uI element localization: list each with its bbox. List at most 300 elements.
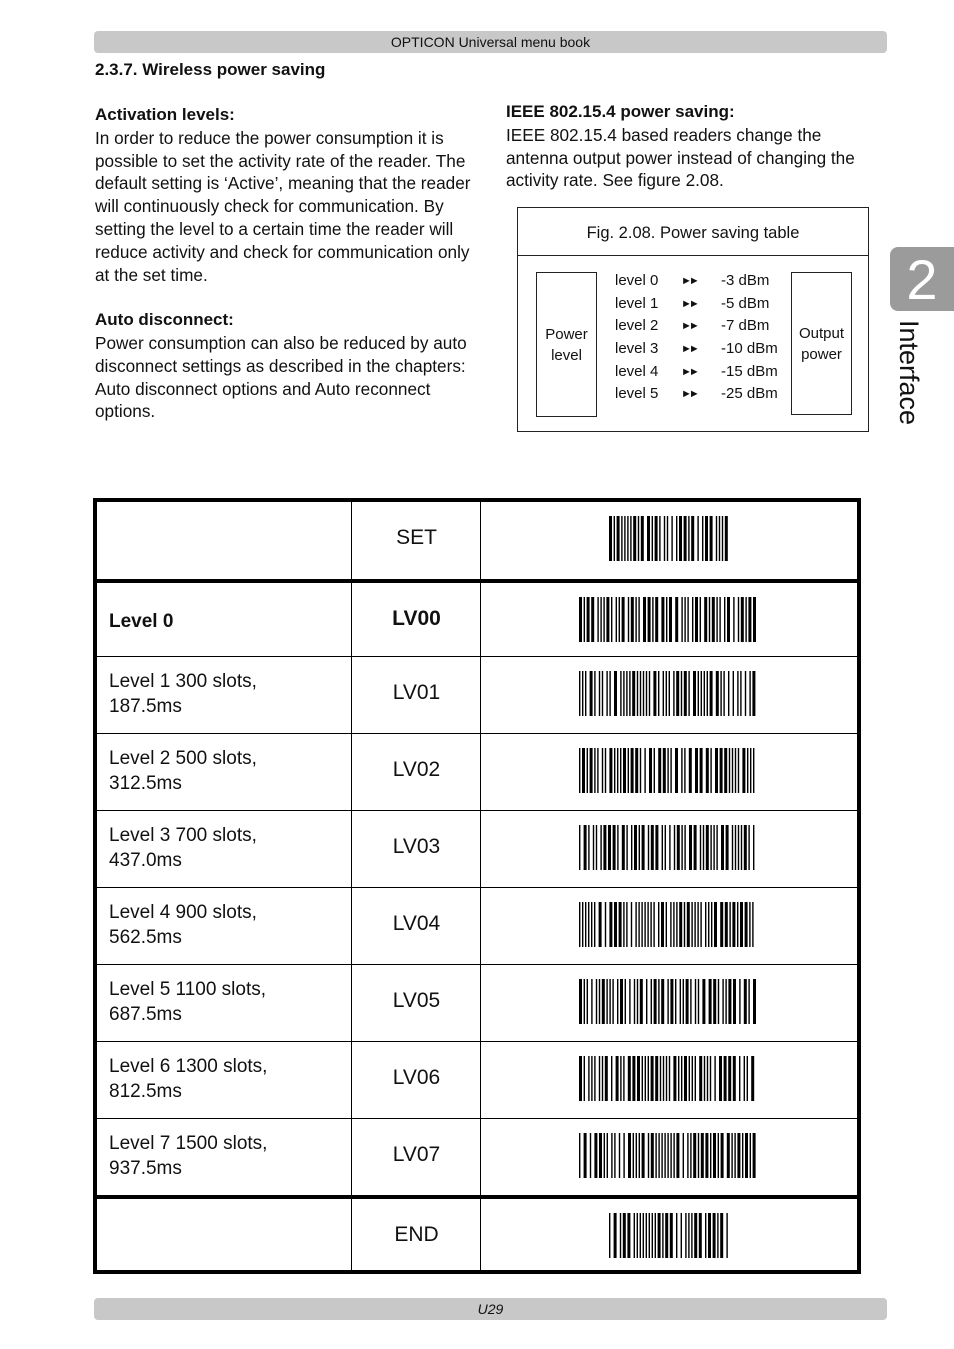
- barcode-bar: [667, 516, 668, 561]
- barcode-bar: [644, 902, 645, 947]
- figure-row: [615, 338, 795, 360]
- barcode-bar: [752, 671, 755, 716]
- barcode-bar: [666, 1056, 667, 1101]
- barcode-bar: [660, 1056, 661, 1101]
- barcode-bar: [623, 902, 624, 947]
- barcode[interactable]: [579, 825, 757, 870]
- barcode-bar: [634, 825, 637, 870]
- row-description: Level 6 1300 slots, 812.5ms: [109, 1056, 268, 1102]
- barcode-bar: [681, 825, 682, 870]
- barcode-bar: [685, 1213, 686, 1258]
- barcode-bar: [710, 1056, 711, 1101]
- barcode-bar: [671, 516, 672, 561]
- barcode-bar: [637, 1213, 638, 1258]
- barcode-bar: [651, 1056, 654, 1101]
- barcode-bar: [659, 516, 660, 561]
- barcode-bar: [626, 825, 627, 870]
- barcode-bar: [651, 979, 652, 1024]
- barcode-bar: [638, 902, 639, 947]
- row-code: LV07: [392, 1143, 441, 1166]
- barcode-bar: [670, 902, 671, 947]
- barcode-bar: [642, 825, 645, 870]
- barcode-bar: [744, 825, 747, 870]
- barcode-bar: [664, 1133, 665, 1178]
- barcode-bar: [667, 979, 668, 1024]
- barcode-bar: [704, 671, 705, 716]
- power-level-label: Power level: [545, 325, 588, 364]
- barcode-bar: [727, 597, 730, 642]
- table-row: [97, 579, 857, 656]
- barcode-bar: [679, 902, 682, 947]
- figure-row: [615, 293, 795, 315]
- figure-dbm: -10 dBm: [721, 340, 778, 357]
- barcode-bar: [599, 1056, 600, 1101]
- barcode-bar: [661, 902, 664, 947]
- barcode[interactable]: [579, 1056, 757, 1101]
- barcode-bar: [621, 516, 622, 561]
- barcode-bar: [597, 748, 598, 793]
- barcode-bar: [604, 1133, 605, 1178]
- barcode-bar: [590, 671, 593, 716]
- barcode-bar: [617, 516, 620, 561]
- barcode-bar: [642, 1133, 645, 1178]
- barcode-bar: [666, 597, 667, 642]
- figure-dbm: -7 dBm: [721, 317, 770, 334]
- barcode-bar: [709, 597, 710, 642]
- barcode-bar: [669, 597, 672, 642]
- barcode-bar: [688, 1213, 689, 1258]
- barcode-bar: [715, 748, 718, 793]
- barcode-bar: [749, 902, 750, 947]
- figure-level: level 1: [615, 295, 659, 312]
- barcode-bar: [695, 748, 698, 793]
- barcode-bar: [609, 748, 612, 793]
- barcode-bar: [640, 979, 643, 1024]
- barcode-bar: [719, 1056, 722, 1101]
- barcode-bar: [616, 1056, 619, 1101]
- barcode-bar: [599, 671, 600, 716]
- barcode-bar: [609, 979, 610, 1024]
- barcode-bar: [665, 825, 666, 870]
- barcode-bar: [721, 1133, 724, 1178]
- barcode-bar: [648, 597, 651, 642]
- barcode-bar: [614, 1133, 615, 1178]
- barcode-bar: [599, 979, 600, 1024]
- barcode-bar: [731, 1133, 732, 1178]
- barcode-bar: [675, 979, 676, 1024]
- barcode[interactable]: [579, 902, 757, 947]
- barcode-bar: [697, 516, 698, 561]
- barcode-bar: [748, 825, 749, 870]
- barcode-bar: [745, 1133, 748, 1178]
- barcode-bar: [667, 1133, 668, 1178]
- barcode-bar: [649, 671, 650, 716]
- row-description: Level 1 300 slots, 187.5ms: [109, 671, 257, 717]
- barcode-bar: [587, 979, 588, 1024]
- barcode-bar: [579, 671, 580, 716]
- barcode-bar: [728, 671, 729, 716]
- barcode-bar: [613, 825, 616, 870]
- barcode-bar: [694, 1213, 697, 1258]
- barcode-bar: [732, 825, 733, 870]
- barcode-bar: [605, 1056, 608, 1101]
- barcode[interactable]: [579, 1133, 757, 1178]
- barcode-bar: [678, 1056, 679, 1101]
- barcode-bar: [634, 979, 635, 1024]
- barcode-bar: [713, 825, 714, 870]
- barcode-bar: [707, 1056, 708, 1101]
- barcode-bar: [670, 748, 671, 793]
- barcode-bar: [608, 825, 611, 870]
- barcode-bar: [741, 825, 742, 870]
- figure-level: level 4: [615, 363, 659, 380]
- double-arrow-icon: ►►: [681, 343, 697, 355]
- barcode-bar: [681, 671, 682, 716]
- barcode-bar: [596, 825, 597, 870]
- barcode-bar: [584, 1133, 587, 1178]
- barcode-bar: [669, 671, 670, 716]
- barcode-bar: [720, 671, 721, 716]
- barcode-bar: [626, 671, 627, 716]
- barcode-bar: [701, 1133, 704, 1178]
- figure-level: level 2: [615, 317, 659, 334]
- barcode-bar: [614, 902, 617, 947]
- barcode-bar: [740, 902, 743, 947]
- barcode-bar: [640, 748, 641, 793]
- table-row: [97, 1118, 857, 1195]
- barcode-bar: [653, 671, 656, 716]
- barcode-bar: [717, 1213, 718, 1258]
- barcode-bar: [751, 1056, 754, 1101]
- barcode-bar: [700, 748, 703, 793]
- row-description: Level 0: [109, 611, 174, 632]
- power-saving-figure: [517, 207, 869, 432]
- barcode[interactable]: [579, 597, 757, 642]
- barcode-bar: [639, 1133, 640, 1178]
- table-row: [97, 964, 857, 1041]
- barcode-bar: [614, 516, 615, 561]
- row-description: Level 4 900 slots, 562.5ms: [109, 902, 257, 948]
- barcode-bar: [710, 748, 711, 793]
- barcode-bar: [632, 671, 635, 716]
- barcode-bar: [633, 1133, 634, 1178]
- barcode[interactable]: [579, 748, 757, 793]
- barcode-bar: [643, 671, 644, 716]
- barcode-bar: [617, 979, 618, 1024]
- barcode-bar: [620, 748, 621, 793]
- barcode-bar: [665, 1213, 668, 1258]
- barcode-bar: [704, 1056, 705, 1101]
- barcode-bar: [745, 597, 746, 642]
- output-power-label: Output power: [798, 324, 845, 363]
- barcode-bar: [612, 979, 613, 1024]
- barcode-bar: [700, 825, 701, 870]
- output-power-box: [791, 272, 852, 415]
- barcode-bar: [626, 902, 627, 947]
- barcode-bar: [654, 979, 657, 1024]
- barcode-bar: [728, 979, 731, 1024]
- barcode-bar: [695, 597, 698, 642]
- barcode-bar: [624, 516, 625, 561]
- figure-dbm: -5 dBm: [721, 295, 770, 312]
- barcode-bar: [705, 902, 706, 947]
- barcode-bar: [673, 1133, 674, 1178]
- barcode-bar: [590, 1133, 591, 1178]
- barcode-bar: [637, 671, 638, 716]
- barcode-bar: [690, 1133, 691, 1178]
- barcode-bar: [652, 516, 653, 561]
- barcode-bar: [740, 671, 741, 716]
- barcode-bar: [699, 1213, 702, 1258]
- barcode-bar: [611, 1056, 612, 1101]
- barcode-bar: [579, 748, 580, 793]
- barcode-bar: [663, 671, 664, 716]
- power-level-box: [536, 272, 597, 417]
- barcode-bar: [742, 1133, 743, 1178]
- barcode-bar: [750, 1133, 751, 1178]
- barcode-bar: [681, 597, 682, 642]
- barcode-bar: [648, 1056, 649, 1101]
- barcode-bar: [716, 825, 717, 870]
- barcode-bar: [689, 825, 692, 870]
- table-row: [97, 1195, 857, 1272]
- barcode-bar: [593, 825, 594, 870]
- barcode-bar: [673, 671, 674, 716]
- barcode-bar: [609, 516, 612, 561]
- barcode-bar: [670, 1213, 673, 1258]
- barcode-bar: [663, 1056, 664, 1101]
- barcode-bar: [720, 1213, 723, 1258]
- barcode-bar: [694, 902, 695, 947]
- row-code: END: [394, 1223, 439, 1246]
- barcode-bar: [667, 748, 668, 793]
- barcode-bar: [637, 979, 638, 1024]
- barcode-bar: [701, 671, 702, 716]
- barcode-bar: [745, 671, 746, 716]
- barcode-bar: [594, 671, 595, 716]
- barcode-bar: [591, 979, 592, 1024]
- barcode-bar: [603, 825, 606, 870]
- barcode-bar: [669, 825, 670, 870]
- barcode-bar: [733, 597, 734, 642]
- barcode[interactable]: [609, 1213, 729, 1258]
- barcode-bar: [602, 671, 603, 716]
- barcode-bar: [591, 902, 592, 947]
- barcode-bar: [683, 979, 684, 1024]
- figure-level: level 3: [615, 340, 659, 357]
- barcode-bar: [733, 671, 734, 716]
- barcode-bar: [710, 671, 713, 716]
- barcode-bar: [623, 1213, 626, 1258]
- barcode-bar: [623, 671, 624, 716]
- barcode-bar: [684, 1056, 687, 1101]
- barcode-bar: [582, 902, 583, 947]
- barcode-bar: [726, 825, 729, 870]
- barcode[interactable]: [579, 979, 757, 1024]
- barcode-bar: [585, 902, 586, 947]
- table-row: [97, 1041, 857, 1118]
- barcode-bar: [738, 748, 739, 793]
- barcode-bar: [631, 597, 634, 642]
- barcode-bar: [698, 979, 699, 1024]
- barcode-bar: [753, 979, 756, 1024]
- double-arrow-icon: ►►: [681, 388, 697, 400]
- barcode-bar: [748, 979, 749, 1024]
- barcode-bar: [614, 748, 615, 793]
- barcode-bar: [632, 1056, 635, 1101]
- barcode-bar: [716, 597, 717, 642]
- barcode-bar: [732, 748, 733, 793]
- barcode-bar: [639, 825, 640, 870]
- barcode-bar: [725, 902, 728, 947]
- right-column: [506, 101, 886, 215]
- barcode-bar: [687, 1133, 688, 1178]
- row-code: LV03: [392, 835, 441, 858]
- barcode-bar: [684, 597, 685, 642]
- barcode-bar: [724, 1056, 727, 1101]
- barcode-bar: [710, 825, 711, 870]
- barcode-bar: [622, 825, 625, 870]
- barcode-bar: [747, 748, 748, 793]
- barcode-bar: [652, 597, 653, 642]
- barcode-bar: [655, 1133, 656, 1178]
- figure-row: [615, 361, 795, 383]
- barcode-bar: [628, 1133, 631, 1178]
- barcode-bar: [643, 1213, 644, 1258]
- barcode-bar: [588, 902, 589, 947]
- barcode-bar: [700, 902, 701, 947]
- row-code: LV04: [392, 912, 441, 935]
- barcode-bar: [692, 597, 693, 642]
- barcode-bar: [670, 1133, 671, 1178]
- barcode-bar: [719, 597, 720, 642]
- barcode-bar: [706, 748, 709, 793]
- barcode-bar: [684, 671, 687, 716]
- barcode-bar: [623, 748, 626, 793]
- chapter-tab: 2: [890, 247, 954, 311]
- barcode-bar: [700, 597, 701, 642]
- barcode-bar: [692, 1056, 693, 1101]
- barcode-bar: [737, 671, 738, 716]
- barcode-bar: [611, 1133, 612, 1178]
- table-row: [97, 502, 857, 579]
- barcode-bar: [646, 979, 647, 1024]
- barcode-bar: [605, 748, 606, 793]
- barcode-bar: [681, 1213, 682, 1258]
- barcode-bar: [579, 597, 582, 642]
- barcode-bar: [710, 516, 713, 561]
- barcode-bar: [702, 516, 703, 561]
- barcode-bar: [635, 902, 636, 947]
- barcode-bar: [688, 516, 689, 561]
- barcode-bar: [596, 979, 597, 1024]
- barcode-bar: [677, 825, 680, 870]
- barcode[interactable]: [609, 516, 729, 561]
- barcode-bar: [591, 597, 594, 642]
- barcode-bar: [720, 902, 723, 947]
- figure-caption: Fig. 2.08. Power saving table: [518, 208, 868, 256]
- barcode-bar: [676, 671, 679, 716]
- barcode-bar: [753, 748, 754, 793]
- barcode-bar: [651, 1133, 654, 1178]
- barcode-bar: [662, 1213, 663, 1258]
- barcode-bar: [686, 979, 689, 1024]
- barcode-bar: [745, 902, 748, 947]
- barcode-bar: [663, 748, 666, 793]
- barcode-bar: [590, 748, 593, 793]
- barcode-bar: [735, 825, 736, 870]
- barcode-bar: [664, 516, 665, 561]
- row-code: LV01: [392, 681, 441, 704]
- barcode-bar: [661, 597, 664, 642]
- barcode-bar: [620, 1213, 621, 1258]
- barcode-bar: [579, 902, 580, 947]
- barcode-bar: [619, 902, 622, 947]
- barcode-bar: [748, 597, 751, 642]
- row-description: Level 5 1100 slots, 687.5ms: [109, 979, 267, 1025]
- barcode-bar: [609, 671, 610, 716]
- barcode-bar: [742, 748, 745, 793]
- barcode-bar: [623, 1056, 624, 1101]
- figure-dbm: -15 dBm: [721, 363, 778, 380]
- barcode-bar: [729, 902, 730, 947]
- barcode-bar: [587, 597, 590, 642]
- figure-row: [615, 315, 795, 337]
- barcode-bar: [698, 671, 699, 716]
- barcode-bar: [651, 825, 654, 870]
- barcode-bar: [723, 671, 724, 716]
- barcode-bar: [753, 1133, 756, 1178]
- row-code: SET: [396, 526, 437, 549]
- barcode-bar: [676, 902, 677, 947]
- barcode-bar: [636, 1133, 637, 1178]
- row-code: LV05: [392, 989, 441, 1012]
- chapter-label: [888, 320, 928, 440]
- barcode-bar: [591, 1056, 592, 1101]
- barcode-bar: [654, 748, 655, 793]
- barcode-bar: [629, 979, 630, 1024]
- figure-dbm: -3 dBm: [721, 272, 770, 289]
- barcode[interactable]: [579, 671, 757, 716]
- barcode-bar: [735, 748, 736, 793]
- barcode-bar: [634, 1213, 635, 1258]
- barcode-bar: [629, 671, 630, 716]
- barcode-bar: [684, 516, 687, 561]
- barcode-bar: [627, 516, 628, 561]
- barcode-bar: [704, 597, 707, 642]
- barcode-bar: [722, 516, 723, 561]
- barcode-bar: [727, 1133, 730, 1178]
- barcode-bar: [691, 1213, 692, 1258]
- barcode-bar: [750, 748, 751, 793]
- barcode-bar: [599, 902, 602, 947]
- barcode-bar: [683, 1133, 684, 1178]
- barcode-bar: [713, 1133, 716, 1178]
- barcode-bar: [616, 597, 617, 642]
- barcode-bar: [733, 1056, 736, 1101]
- barcode-bar: [647, 902, 648, 947]
- barcode-bar: [617, 748, 618, 793]
- barcode-bar: [622, 597, 625, 642]
- barcode-bar: [714, 1056, 715, 1101]
- barcode-bar: [739, 1056, 740, 1101]
- barcode-bar: [725, 516, 728, 561]
- barcode-bar: [698, 1133, 699, 1178]
- barcode-bar: [687, 597, 688, 642]
- barcode-bar: [605, 902, 606, 947]
- barcode-bar: [655, 1056, 658, 1101]
- barcode-bar: [679, 516, 682, 561]
